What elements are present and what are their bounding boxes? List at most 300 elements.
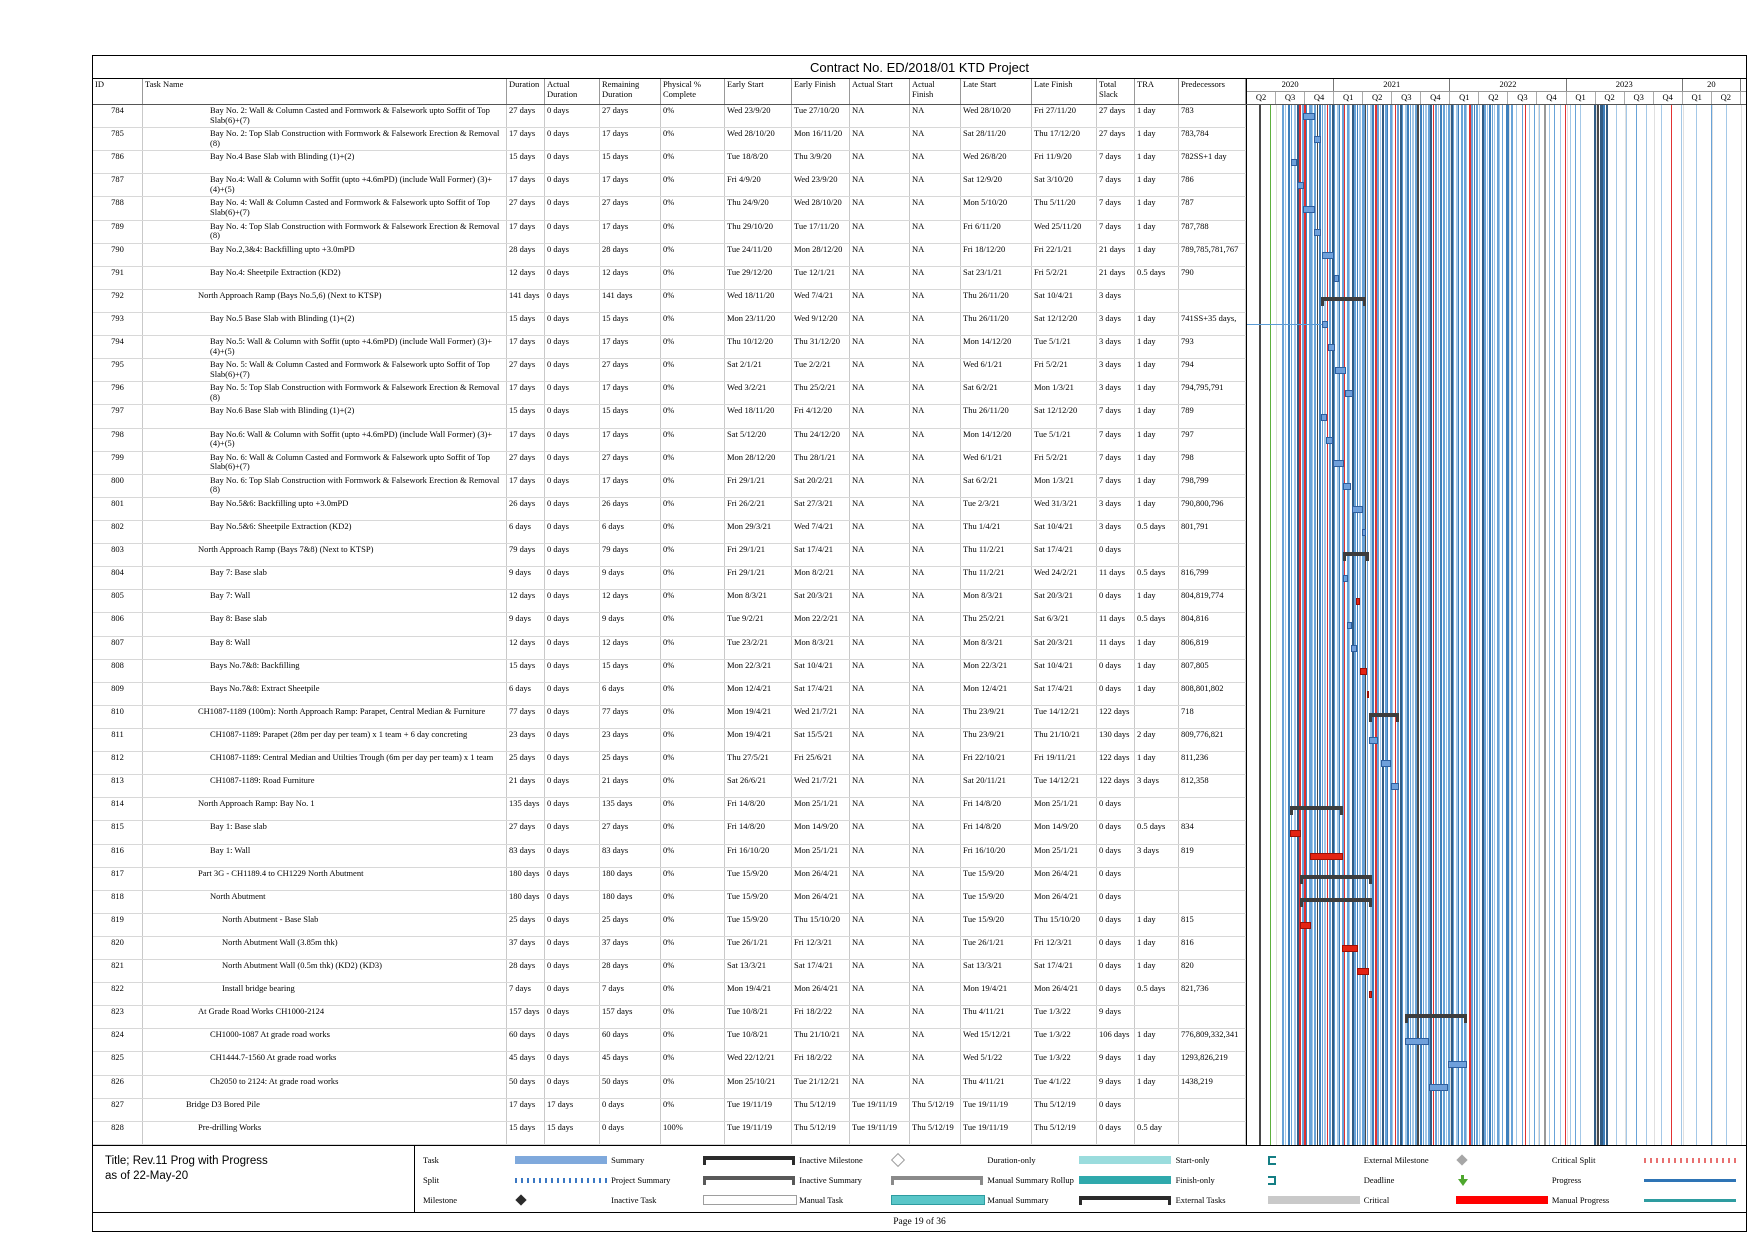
cell-af: NA bbox=[910, 382, 961, 404]
cell-af: NA bbox=[910, 937, 961, 959]
cell-ef: Sat 10/4/21 bbox=[792, 660, 850, 682]
cell-es: Sat 26/6/21 bbox=[725, 775, 792, 797]
cell-slack: 3 days bbox=[1097, 336, 1135, 358]
cell-pct: 0% bbox=[661, 382, 725, 404]
gantt-vline bbox=[1365, 105, 1366, 1145]
cell-id: 802 bbox=[93, 521, 143, 543]
cell-adur: 0 days bbox=[545, 660, 600, 682]
cell-id: 809 bbox=[93, 683, 143, 705]
bracket-finish-swatch bbox=[1268, 1176, 1276, 1185]
diamond-outline-swatch bbox=[891, 1153, 905, 1167]
cell-tra: 1 day bbox=[1135, 914, 1179, 936]
cell-lf: Mon 1/3/21 bbox=[1032, 475, 1097, 497]
timeline-quarter: Q3 bbox=[1392, 92, 1421, 104]
cell-as: NA bbox=[850, 613, 910, 635]
cell-dur: 6 days bbox=[507, 521, 545, 543]
cell-id: 804 bbox=[93, 567, 143, 589]
cell-pred bbox=[1179, 868, 1246, 890]
task-row bbox=[93, 960, 1246, 983]
cell-ls: Tue 19/11/19 bbox=[961, 1122, 1032, 1144]
cell-name: North Approach Ramp: Bay No. 1 bbox=[143, 798, 507, 820]
bar-red-swatch bbox=[1456, 1196, 1548, 1204]
cell-dur: 25 days bbox=[507, 914, 545, 936]
gantt-bar-task bbox=[1303, 206, 1315, 213]
cell-pred: 819 bbox=[1179, 845, 1246, 867]
gantt-vline bbox=[1410, 105, 1411, 1145]
cell-as: NA bbox=[850, 174, 910, 196]
cell-es: Tue 15/9/20 bbox=[725, 891, 792, 913]
timeline-quarter: Q3 bbox=[1625, 92, 1654, 104]
cell-ef: Thu 5/12/19 bbox=[792, 1099, 850, 1121]
cell-slack: 0 days bbox=[1097, 960, 1135, 982]
cell-af: NA bbox=[910, 1076, 961, 1098]
cell-dur: 27 days bbox=[507, 452, 545, 474]
cell-tra: 1 day bbox=[1135, 105, 1179, 127]
cell-as: NA bbox=[850, 382, 910, 404]
cell-ls: Wed 6/1/21 bbox=[961, 452, 1032, 474]
cell-pct: 0% bbox=[661, 1099, 725, 1121]
gantt-vline bbox=[1534, 105, 1535, 1145]
gantt-bar-summary bbox=[1405, 1014, 1467, 1018]
gantt-vline bbox=[1661, 105, 1662, 1145]
cell-ls: Tue 2/3/21 bbox=[961, 498, 1032, 520]
timeline-year-2023: 2023 bbox=[1567, 79, 1683, 91]
quarter-gridline bbox=[1567, 105, 1568, 1145]
legend-item-label: Inactive Task bbox=[611, 1195, 657, 1205]
cell-name: Bay No.5 Base Slab with Blinding (1)+(2) bbox=[143, 313, 507, 335]
cell-lf: Sat 17/4/21 bbox=[1032, 683, 1097, 705]
gantt-vline bbox=[1466, 105, 1467, 1145]
gantt-vline bbox=[1387, 105, 1388, 1145]
cell-pred: 816 bbox=[1179, 937, 1246, 959]
report-title: Contract No. ED/2018/01 KTD Project bbox=[93, 56, 1746, 79]
cell-name: Bay No. 5: Wall & Column Casted and Formwork & Falsework upto Soffit of Top Slab(6)+(7) bbox=[143, 359, 507, 381]
gantt-vline bbox=[1616, 105, 1617, 1145]
cell-pred: 1293,826,219 bbox=[1179, 1052, 1246, 1074]
task-row bbox=[93, 891, 1246, 914]
gantt-vline bbox=[1291, 105, 1292, 1145]
quarter-gridline bbox=[1712, 105, 1713, 1145]
bar-teal-swatch bbox=[891, 1195, 985, 1205]
cell-dur: 6 days bbox=[507, 683, 545, 705]
gantt-bar-task bbox=[1322, 252, 1334, 259]
cell-tra: 1 day bbox=[1135, 960, 1179, 982]
cell-tra: 0.5 day bbox=[1135, 1122, 1179, 1144]
cell-es: Fri 29/1/21 bbox=[725, 544, 792, 566]
cell-lf: Fri 27/11/20 bbox=[1032, 105, 1097, 127]
gantt-vline bbox=[1312, 105, 1313, 1145]
cell-adur: 0 days bbox=[545, 544, 600, 566]
cell-dur: 15 days bbox=[507, 1122, 545, 1144]
cell-af: NA bbox=[910, 313, 961, 335]
task-row bbox=[93, 452, 1246, 475]
cell-dur: 9 days bbox=[507, 567, 545, 589]
cell-rdur: 28 days bbox=[600, 960, 661, 982]
cell-ef: Thu 31/12/20 bbox=[792, 336, 850, 358]
cell-af: NA bbox=[910, 244, 961, 266]
gantt-vline bbox=[1344, 105, 1345, 1145]
legend-item-label: Progress bbox=[1551, 1175, 1582, 1185]
gantt-bar-task bbox=[1347, 622, 1352, 629]
cell-rdur: 17 days bbox=[600, 429, 661, 451]
cell-dur: 60 days bbox=[507, 1029, 545, 1051]
cell-adur: 0 days bbox=[545, 868, 600, 890]
task-row bbox=[93, 382, 1246, 405]
cell-ef: Fri 18/2/22 bbox=[792, 1006, 850, 1028]
cell-ls: Sat 28/11/20 bbox=[961, 128, 1032, 150]
cell-pct: 0% bbox=[661, 498, 725, 520]
cell-slack: 21 days bbox=[1097, 267, 1135, 289]
cell-tra: 1 day bbox=[1135, 752, 1179, 774]
task-row bbox=[93, 637, 1246, 660]
cell-es: Tue 24/11/20 bbox=[725, 244, 792, 266]
cell-dur: 17 days bbox=[507, 475, 545, 497]
gantt-bar-critical bbox=[1367, 691, 1370, 698]
cell-ls: Mon 14/12/20 bbox=[961, 336, 1032, 358]
column-header-name: Task Name bbox=[143, 79, 507, 104]
gantt-vline bbox=[1402, 105, 1403, 1145]
cell-rdur: 45 days bbox=[600, 1052, 661, 1074]
cell-ef: Wed 28/10/20 bbox=[792, 197, 850, 219]
cell-pct: 0% bbox=[661, 429, 725, 451]
legend-column bbox=[1552, 1150, 1740, 1210]
legend-item-swatch bbox=[891, 1176, 987, 1185]
cell-as: NA bbox=[850, 637, 910, 659]
task-row bbox=[93, 821, 1246, 844]
cell-tra: 1 day bbox=[1135, 405, 1179, 427]
cell-rdur: 28 days bbox=[600, 244, 661, 266]
cell-af: NA bbox=[910, 429, 961, 451]
cell-adur: 0 days bbox=[545, 1006, 600, 1028]
legend-item-label: Inactive Summary bbox=[799, 1175, 862, 1185]
cell-af: NA bbox=[910, 521, 961, 543]
cell-af: NA bbox=[910, 151, 961, 173]
cell-ef: Fri 12/3/21 bbox=[792, 937, 850, 959]
cell-pct: 0% bbox=[661, 683, 725, 705]
cell-id: 791 bbox=[93, 267, 143, 289]
cell-tra: 1 day bbox=[1135, 221, 1179, 243]
cell-slack: 7 days bbox=[1097, 151, 1135, 173]
gantt-vline bbox=[1474, 105, 1475, 1145]
cell-es: Thu 24/9/20 bbox=[725, 197, 792, 219]
cell-rdur: 50 days bbox=[600, 1076, 661, 1098]
cell-name: Bay No.6: Wall & Column with Soffit (upto +4.6mPD) (include Wall Former) (3)+(4)+(5) bbox=[143, 429, 507, 451]
cell-id: 788 bbox=[93, 197, 143, 219]
cell-adur: 15 days bbox=[545, 1122, 600, 1144]
legend-item bbox=[423, 1191, 611, 1209]
gantt-vline bbox=[1395, 105, 1396, 1145]
cell-pct: 0% bbox=[661, 221, 725, 243]
cell-ef: Fri 25/6/21 bbox=[792, 752, 850, 774]
cell-id: 805 bbox=[93, 590, 143, 612]
cell-dur: 180 days bbox=[507, 868, 545, 890]
cell-name: Bays No.7&8: Backfilling bbox=[143, 660, 507, 682]
cell-tra: 1 day bbox=[1135, 1052, 1179, 1074]
cell-ef: Sat 15/5/21 bbox=[792, 729, 850, 751]
cell-id: 798 bbox=[93, 429, 143, 451]
cell-ls: Sat 6/2/21 bbox=[961, 475, 1032, 497]
bar-teal-light-swatch bbox=[1079, 1156, 1171, 1164]
legend-item bbox=[423, 1151, 611, 1169]
cell-dur: 17 days bbox=[507, 382, 545, 404]
cell-dur: 12 days bbox=[507, 637, 545, 659]
legend-item-label: Deadline bbox=[1363, 1175, 1395, 1185]
cell-lf: Mon 25/1/21 bbox=[1032, 798, 1097, 820]
cell-pct: 0% bbox=[661, 452, 725, 474]
timeline-year-2022: 2022 bbox=[1450, 79, 1566, 91]
column-header-pred: Predecessors bbox=[1179, 79, 1246, 104]
split-red-swatch bbox=[1644, 1158, 1736, 1163]
cell-pred: 787,788 bbox=[1179, 221, 1246, 243]
cell-ls: Thu 11/2/21 bbox=[961, 567, 1032, 589]
timeline-quarter: Q2 bbox=[1479, 92, 1508, 104]
cell-tra: 2 day bbox=[1135, 729, 1179, 751]
column-header-es: Early Start bbox=[725, 79, 792, 104]
cell-slack: 130 days bbox=[1097, 729, 1135, 751]
diamond-black-swatch bbox=[515, 1194, 526, 1205]
gantt-vline bbox=[1288, 105, 1290, 1145]
cell-slack: 0 days bbox=[1097, 660, 1135, 682]
gantt-vline bbox=[1497, 105, 1499, 1145]
cell-id: 822 bbox=[93, 983, 143, 1005]
cell-ef: Thu 21/10/21 bbox=[792, 1029, 850, 1051]
cell-af: NA bbox=[910, 267, 961, 289]
cell-ls: Sat 6/2/21 bbox=[961, 382, 1032, 404]
cell-lf: Sat 10/4/21 bbox=[1032, 290, 1097, 312]
cell-pct: 0% bbox=[661, 336, 725, 358]
cell-af: NA bbox=[910, 821, 961, 843]
cell-pred: 807,805 bbox=[1179, 660, 1246, 682]
cell-ef: Mon 16/11/20 bbox=[792, 128, 850, 150]
cell-id: 824 bbox=[93, 1029, 143, 1051]
cell-es: Tue 23/2/21 bbox=[725, 637, 792, 659]
cell-as: NA bbox=[850, 151, 910, 173]
timeline-quarter: Q4 bbox=[1537, 92, 1566, 104]
cell-slack: 11 days bbox=[1097, 567, 1135, 589]
cell-pred: 1438,219 bbox=[1179, 1076, 1246, 1098]
cell-id: 810 bbox=[93, 706, 143, 728]
cell-tra: 1 day bbox=[1135, 1029, 1179, 1051]
gantt-bar-critical bbox=[1290, 830, 1301, 837]
task-row bbox=[93, 197, 1246, 220]
cell-slack: 9 days bbox=[1097, 1052, 1135, 1074]
line-teal-swatch bbox=[1644, 1199, 1736, 1202]
cell-ls: Thu 23/9/21 bbox=[961, 729, 1032, 751]
legend-item-label: Finish-only bbox=[1175, 1175, 1215, 1185]
cell-lf: Sat 10/4/21 bbox=[1032, 660, 1097, 682]
gantt-bar-task bbox=[1335, 367, 1346, 374]
cell-ls: Tue 15/9/20 bbox=[961, 914, 1032, 936]
cell-pred: 816,799 bbox=[1179, 567, 1246, 589]
cell-name: Bay No. 6: Wall & Column Casted and Formwork & Falsework upto Soffit of Top Slab(6)+(7) bbox=[143, 452, 507, 474]
gantt-vline bbox=[1560, 105, 1561, 1145]
legend-title-block bbox=[93, 1146, 415, 1212]
cell-ef: Wed 21/7/21 bbox=[792, 775, 850, 797]
task-row bbox=[93, 660, 1246, 683]
cell-af: NA bbox=[910, 613, 961, 635]
cell-es: Mon 19/4/21 bbox=[725, 983, 792, 1005]
gantt-vline bbox=[1285, 105, 1286, 1145]
cell-lf: Wed 31/3/21 bbox=[1032, 498, 1097, 520]
gantt-vline bbox=[1461, 105, 1463, 1145]
cell-tra bbox=[1135, 891, 1179, 913]
cell-name: Bay No.6 Base Slab with Blinding (1)+(2) bbox=[143, 405, 507, 427]
cell-ls: Mon 12/4/21 bbox=[961, 683, 1032, 705]
cell-as: NA bbox=[850, 937, 910, 959]
cell-af: NA bbox=[910, 359, 961, 381]
body-band bbox=[93, 105, 1746, 1145]
cell-as: NA bbox=[850, 290, 910, 312]
cell-ls: Mon 14/12/20 bbox=[961, 429, 1032, 451]
cell-af: NA bbox=[910, 544, 961, 566]
cell-adur: 0 days bbox=[545, 290, 600, 312]
task-row bbox=[93, 128, 1246, 151]
cell-id: 796 bbox=[93, 382, 143, 404]
cell-lf: Thu 5/12/19 bbox=[1032, 1099, 1097, 1121]
cell-dur: 28 days bbox=[507, 960, 545, 982]
gantt-vline bbox=[1443, 105, 1445, 1145]
legend-items bbox=[415, 1146, 1746, 1212]
cell-slack: 7 days bbox=[1097, 429, 1135, 451]
cell-name: Bay No. 4: Wall & Column Casted and Formwork & Falsework upto Soffit of Top Slab(6)+(7) bbox=[143, 197, 507, 219]
task-row bbox=[93, 174, 1246, 197]
cell-dur: 15 days bbox=[507, 313, 545, 335]
cell-pred bbox=[1179, 1099, 1246, 1121]
cell-pct: 0% bbox=[661, 1029, 725, 1051]
cell-pred: 801,791 bbox=[1179, 521, 1246, 543]
cell-pred: 789 bbox=[1179, 405, 1246, 427]
task-row bbox=[93, 1052, 1246, 1075]
cell-ls: Fri 14/8/20 bbox=[961, 798, 1032, 820]
cell-ls: Sat 20/11/21 bbox=[961, 775, 1032, 797]
cell-dur: 9 days bbox=[507, 613, 545, 635]
gantt-bar-task bbox=[1343, 483, 1351, 490]
cell-slack: 0 days bbox=[1097, 821, 1135, 843]
legend-item bbox=[799, 1151, 987, 1169]
cell-dur: 17 days bbox=[507, 429, 545, 451]
cell-ef: Thu 5/12/19 bbox=[792, 1122, 850, 1144]
gantt-bar-task bbox=[1352, 506, 1362, 513]
cell-rdur: 26 days bbox=[600, 498, 661, 520]
cell-id: 790 bbox=[93, 244, 143, 266]
cell-slack: 11 days bbox=[1097, 613, 1135, 635]
cell-id: 803 bbox=[93, 544, 143, 566]
cell-es: Fri 29/1/21 bbox=[725, 567, 792, 589]
cell-as: NA bbox=[850, 775, 910, 797]
legend-column bbox=[1176, 1150, 1364, 1210]
legend-item bbox=[987, 1191, 1175, 1209]
cell-rdur: 17 days bbox=[600, 128, 661, 150]
cell-slack: 0 days bbox=[1097, 937, 1135, 959]
legend-item-swatch bbox=[891, 1155, 987, 1165]
cell-adur: 0 days bbox=[545, 798, 600, 820]
legend-title-line1: Title; Rev.11 Prog with Progress bbox=[105, 1155, 268, 1167]
cell-slack: 27 days bbox=[1097, 128, 1135, 150]
cell-adur: 0 days bbox=[545, 683, 600, 705]
cell-dur: 17 days bbox=[507, 128, 545, 150]
cell-id: 820 bbox=[93, 937, 143, 959]
cell-dur: 12 days bbox=[507, 267, 545, 289]
timeline-year-2020: 2020 bbox=[1247, 79, 1334, 91]
gantt-vline bbox=[1392, 105, 1393, 1145]
gantt-vline bbox=[1453, 105, 1454, 1145]
cell-name: CH1000-1087 At grade road works bbox=[143, 1029, 507, 1051]
timeline-quarters bbox=[1247, 91, 1746, 104]
cell-as: NA bbox=[850, 498, 910, 520]
cell-tra bbox=[1135, 544, 1179, 566]
timeline-quarter: Q1 bbox=[1334, 92, 1363, 104]
cell-as: NA bbox=[850, 1052, 910, 1074]
cell-af: NA bbox=[910, 197, 961, 219]
cell-ls: Mon 19/4/21 bbox=[961, 983, 1032, 1005]
cell-ef: Thu 28/1/21 bbox=[792, 452, 850, 474]
cell-adur: 0 days bbox=[545, 729, 600, 751]
gantt-bar-task bbox=[1345, 390, 1353, 397]
cell-slack: 7 days bbox=[1097, 475, 1135, 497]
gantt-vline bbox=[1499, 105, 1500, 1145]
cell-rdur: 141 days bbox=[600, 290, 661, 312]
gantt-bar-summary bbox=[1321, 297, 1367, 301]
gantt-chart bbox=[1246, 105, 1746, 1145]
cell-dur: 17 days bbox=[507, 221, 545, 243]
cell-rdur: 79 days bbox=[600, 544, 661, 566]
legend-item bbox=[1176, 1171, 1364, 1189]
cell-as: NA bbox=[850, 105, 910, 127]
cell-as: Tue 19/11/19 bbox=[850, 1122, 910, 1144]
cell-ls: Wed 5/1/22 bbox=[961, 1052, 1032, 1074]
gantt-vline bbox=[1696, 105, 1697, 1145]
cell-es: Mon 29/3/21 bbox=[725, 521, 792, 543]
legend-item-swatch bbox=[515, 1196, 611, 1204]
cell-es: Mon 19/4/21 bbox=[725, 706, 792, 728]
cell-pct: 0% bbox=[661, 174, 725, 196]
cell-pred: 815 bbox=[1179, 914, 1246, 936]
cell-tra: 1 day bbox=[1135, 359, 1179, 381]
cell-id: 806 bbox=[93, 613, 143, 635]
cell-lf: Fri 11/9/20 bbox=[1032, 151, 1097, 173]
task-row bbox=[93, 105, 1246, 128]
task-row bbox=[93, 290, 1246, 313]
cell-adur: 0 days bbox=[545, 475, 600, 497]
legend-column bbox=[799, 1150, 987, 1210]
cell-as: NA bbox=[850, 567, 910, 589]
task-row bbox=[93, 475, 1246, 498]
cell-tra: 1 day bbox=[1135, 429, 1179, 451]
gantt-bar-task bbox=[1405, 1038, 1429, 1045]
cell-name: North Approach Ramp (Bays No.5,6) (Next to KTSP) bbox=[143, 290, 507, 312]
cell-tra: 1 day bbox=[1135, 475, 1179, 497]
cell-pred: 776,809,332,341 bbox=[1179, 1029, 1246, 1051]
cell-rdur: 27 days bbox=[600, 359, 661, 381]
cell-slack: 0 days bbox=[1097, 914, 1135, 936]
legend-item-label: Task bbox=[423, 1155, 439, 1165]
cell-pct: 0% bbox=[661, 544, 725, 566]
task-row bbox=[93, 544, 1246, 567]
cell-rdur: 15 days bbox=[600, 151, 661, 173]
cell-lf: Sat 20/3/21 bbox=[1032, 637, 1097, 659]
gantt-vline bbox=[1606, 105, 1608, 1145]
gantt-bar-critical bbox=[1369, 991, 1372, 998]
cell-af: NA bbox=[910, 105, 961, 127]
legend-item-swatch bbox=[1268, 1196, 1364, 1204]
cell-af: NA bbox=[910, 752, 961, 774]
cell-es: Tue 29/12/20 bbox=[725, 267, 792, 289]
cell-name: CH1087-1189 (100m): North Approach Ramp: Parapet, Central Median & Furniture bbox=[143, 706, 507, 728]
cell-pred: 806,819 bbox=[1179, 637, 1246, 659]
bar-teal-mid-swatch bbox=[1079, 1176, 1171, 1184]
cell-id: 827 bbox=[93, 1099, 143, 1121]
cell-id: 825 bbox=[93, 1052, 143, 1074]
